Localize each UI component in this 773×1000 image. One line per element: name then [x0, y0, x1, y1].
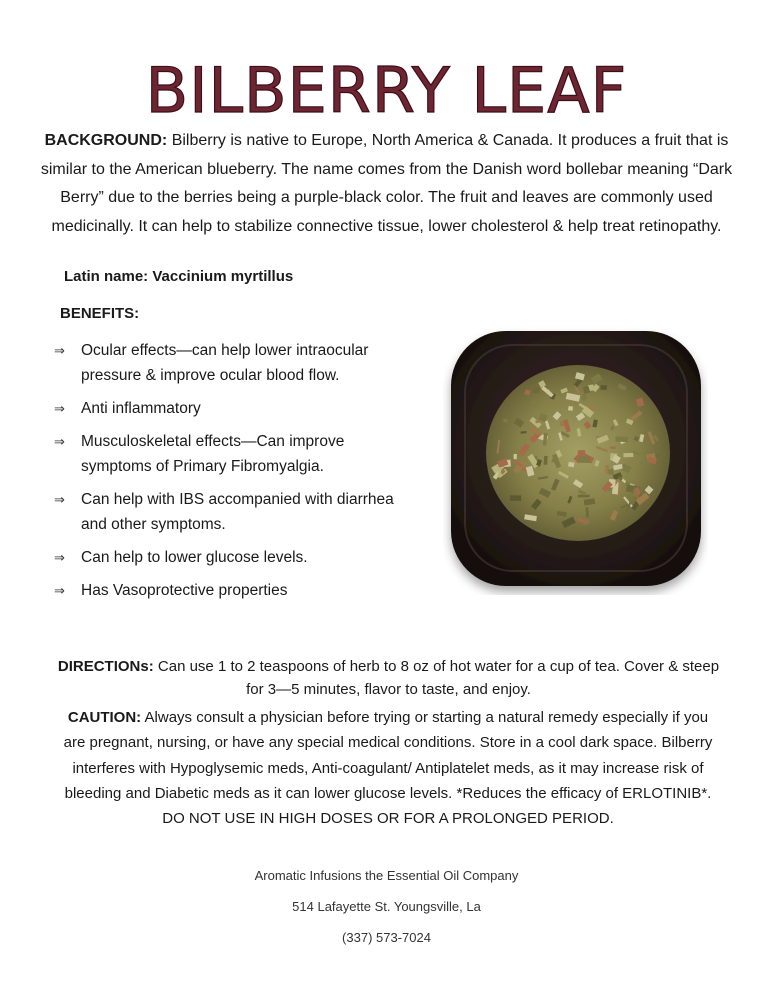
leaf-flake	[581, 394, 586, 401]
leaf-flake	[579, 456, 591, 463]
background-text: Bilberry is native to Europe, North America & Canada. It produces a fruit that is similar to the American blueberry. The name comes from the Danish word bollebar meaning “Dark Berry” due to the berries being a purple-black color. The fruit and leaves are commonly used medicinally. It can help to stabilize connective tissue, lower cholesterol & help treat retinopathy.	[40, 132, 733, 235]
leaf-flake	[623, 453, 633, 458]
caution-label: CAUTION:	[67, 709, 142, 726]
list-item	[54, 429, 414, 479]
leaf-flake	[568, 462, 574, 467]
bowl-illustration	[443, 325, 708, 595]
leaf-flake	[533, 387, 540, 394]
double-right-arrow-icon: ⇒	[54, 343, 65, 358]
leaf-flake	[568, 406, 573, 411]
background-label: BACKGROUND:	[44, 132, 168, 149]
footer-company: Aromatic Infusions the Essential Oil Company	[254, 868, 519, 883]
benefit-text: Can help to lower glucose levels.	[81, 549, 308, 566]
double-right-arrow-icon: ⇒	[54, 434, 65, 449]
list-item	[54, 487, 414, 537]
directions-section	[56, 655, 721, 701]
benefit-text: Has Vasoprotective properties	[81, 582, 288, 599]
leaf-flake	[578, 495, 590, 498]
double-right-arrow-icon: ⇒	[54, 550, 65, 565]
benefits-heading: BENEFITS:	[60, 305, 140, 322]
leaf-flake	[544, 456, 548, 465]
leaf-flake	[514, 454, 517, 459]
list-item	[54, 338, 414, 388]
leaf-flake	[600, 385, 606, 390]
leaf-flake	[615, 436, 628, 442]
list-item	[54, 396, 414, 421]
footer-phone: (337) 573-7024	[342, 930, 431, 945]
list-item	[54, 545, 414, 570]
list-item	[54, 578, 414, 603]
caution-section	[58, 705, 718, 831]
background-section	[40, 127, 733, 241]
footer-address: 514 Lafayette St. Youngsville, La	[292, 899, 481, 914]
benefit-text: Anti inflammatory	[81, 400, 201, 417]
leaf-flake	[610, 446, 615, 448]
directions-text: Can use 1 to 2 teaspoons of herb to 8 oz of hot water for a cup of tea. Cover & steep for 3—5 minutes, flavor to taste, and enjoy.	[157, 658, 720, 698]
directions-label: DIRECTIONs:	[57, 658, 154, 675]
leaf-flake	[578, 450, 585, 454]
benefits-list	[54, 338, 414, 611]
benefit-text: Ocular effects—can help lower intraocular pressure & improve ocular blood flow.	[81, 342, 369, 384]
benefit-text: Can help with IBS accompanied with diarrhea and other symptoms.	[81, 491, 394, 533]
benefit-text: Musculoskeletal effects—Can improve symptoms of Primary Fibromyalgia.	[81, 433, 345, 475]
latin-name: Latin name: Vaccinium myrtillus	[64, 268, 294, 285]
double-right-arrow-icon: ⇒	[54, 583, 65, 598]
leaf-flake	[510, 495, 521, 501]
leaf-flake	[608, 469, 614, 475]
page-title: BILBERRY LEAF	[145, 54, 628, 127]
double-right-arrow-icon: ⇒	[54, 492, 65, 507]
caution-text: Always consult a physician before trying or starting a natural remedy especially if you are pregnant, nursing, or have any special medical conditions. Store in a cool dark space. Bilberry interferes with Hypoglysemic meds, Anti-coagulant/ Antiplatelet meds, as it may increase risk of bleeding and Diabetic meds as it can lower glucose levels. *Reduces the efficacy of ERLOTINIB*. DO NOT USE IN HIGH DOSES OR FOR A PROLONGED PERIOD.	[63, 709, 713, 828]
bilberry-leaf-bowl-image	[443, 325, 708, 595]
double-right-arrow-icon: ⇒	[54, 401, 65, 416]
